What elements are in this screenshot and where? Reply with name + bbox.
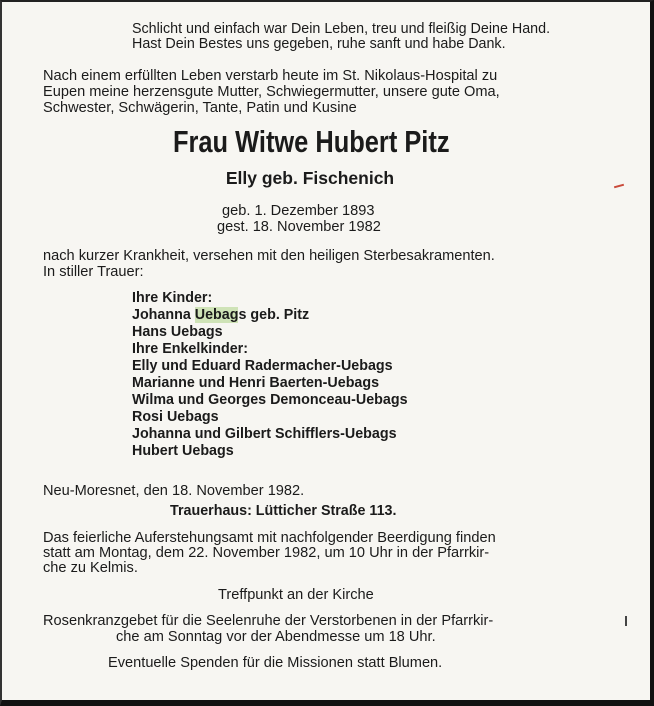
place-date: Neu-Moresnet, den 18. November 1982.: [43, 483, 305, 499]
child-2: Hans Uebags: [132, 324, 223, 340]
child-1-highlighted-surname: Uebag: [194, 307, 239, 323]
grandchild-5: Johanna und Gilbert Schifflers-Uebags: [132, 426, 397, 442]
birth-date: geb. 1. Dezember 1893: [222, 203, 375, 219]
verse-line-1: Schlicht und einfach war Dein Leben, treu und fleißig Deine Hand.: [132, 21, 551, 37]
intro-line-1: Nach einem erfüllten Leben verstarb heute im St. Nikolaus-Hospital zu: [43, 68, 498, 84]
maiden-name: Elly geb. Fischenich: [225, 168, 395, 188]
deceased-name: Frau Witwe Hubert Pitz: [172, 124, 450, 159]
death-date: gest. 18. November 1982: [217, 219, 381, 235]
service-line-2: statt am Montag, dem 22. November 1982, um 10 Uhr in der Pfarrkir-: [43, 545, 490, 561]
grandchild-3: Wilma und Georges Demonceau-Uebags: [132, 392, 408, 408]
grandchildren-heading: Ihre Enkelkinder:: [132, 341, 249, 357]
margin-tick: [625, 616, 627, 626]
child-1-first: Johanna: [132, 307, 191, 323]
intro-line-3: Schwester, Schwägerin, Tante, Patin und Kusine: [43, 100, 357, 116]
grandchild-4: Rosi Uebags: [132, 409, 219, 425]
mourning-house: Trauerhaus: Lütticher Straße 113.: [170, 503, 397, 519]
children-heading: Ihre Kinder:: [132, 290, 213, 306]
service-line-1: Das feierliche Auferstehungsamt mit nachfolgender Beerdigung finden: [43, 530, 496, 546]
rosary-line-2: che am Sonntag vor der Abendmesse um 18 Uhr.: [116, 629, 436, 645]
after-dates-line-1: nach kurzer Krankheit, versehen mit den heiligen Sterbesakramenten.: [43, 248, 495, 264]
intro-line-2: Eupen meine herzensgute Mutter, Schwiegermutter, unsere gute Oma,: [43, 84, 500, 100]
child-1-rest: s geb. Pitz: [238, 307, 310, 323]
meeting-point: Treffpunkt an der Kirche: [218, 587, 374, 603]
donations-note: Eventuelle Spenden für die Missionen statt Blumen.: [108, 655, 443, 671]
after-dates-line-2: In stiller Trauer:: [43, 264, 144, 280]
grandchild-2: Marianne und Henri Baerten-Uebags: [132, 375, 380, 391]
rosary-line-1: Rosenkranzgebet für die Seelenruhe der Verstorbenen in der Pfarrkir-: [43, 613, 494, 629]
verse-line-2: Hast Dein Bestes uns gegeben, ruhe sanft und habe Dank.: [132, 36, 506, 52]
child-1: [132, 307, 309, 323]
grandchild-1: Elly und Eduard Radermacher-Uebags: [132, 358, 393, 374]
grandchild-6: Hubert Uebags: [132, 443, 234, 459]
service-line-3: che zu Kelmis.: [43, 560, 138, 576]
